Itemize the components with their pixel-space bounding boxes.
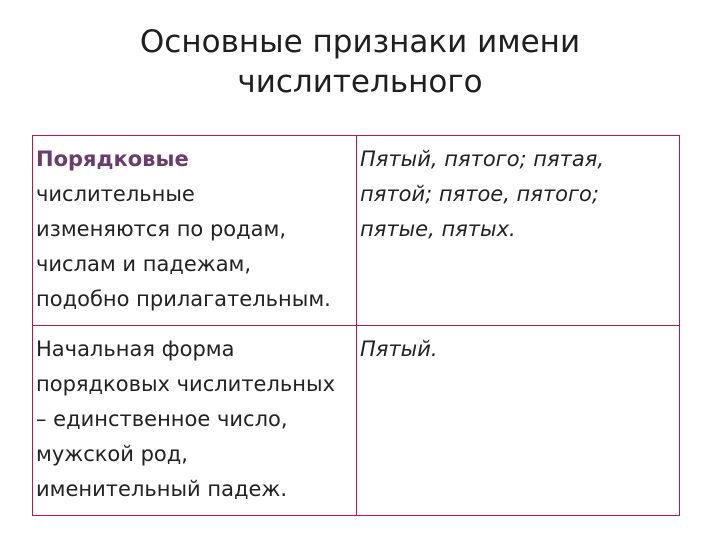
rule-text-line: числительные xyxy=(36,182,195,206)
example-cell xyxy=(357,326,680,516)
example-text-line: Пятый, пятого; пятая, xyxy=(360,147,605,171)
rules-table xyxy=(32,135,680,516)
rule-text-line: изменяются по родам, xyxy=(36,217,287,241)
rule-text-line: числам и падежам, xyxy=(36,252,252,276)
rule-text-line: подобно прилагательным. xyxy=(36,287,331,311)
rule-text-line: мужской род, xyxy=(36,442,188,466)
rule-text-line: порядковых числительных xyxy=(36,372,336,396)
table-row xyxy=(33,136,680,326)
slide-title-line-2: числительного xyxy=(237,64,483,100)
rule-text-line: – единственное число, xyxy=(36,407,288,431)
slide-title-line-1: Основные признаки имени xyxy=(139,24,581,60)
example-text-line: Пятый. xyxy=(360,337,438,361)
example-text-line: пятые, пятых. xyxy=(360,217,516,241)
rule-emphasis-term: Порядковые xyxy=(36,147,189,171)
slide-title xyxy=(60,22,660,102)
table-row xyxy=(33,326,680,516)
rule-text-line: именительный падеж. xyxy=(36,477,288,501)
rule-cell xyxy=(33,326,357,516)
example-text-line: пятой; пятое, пятого; xyxy=(360,182,599,206)
example-cell xyxy=(357,136,680,326)
rule-cell xyxy=(33,136,357,326)
rule-text-line: Начальная форма xyxy=(36,337,235,361)
